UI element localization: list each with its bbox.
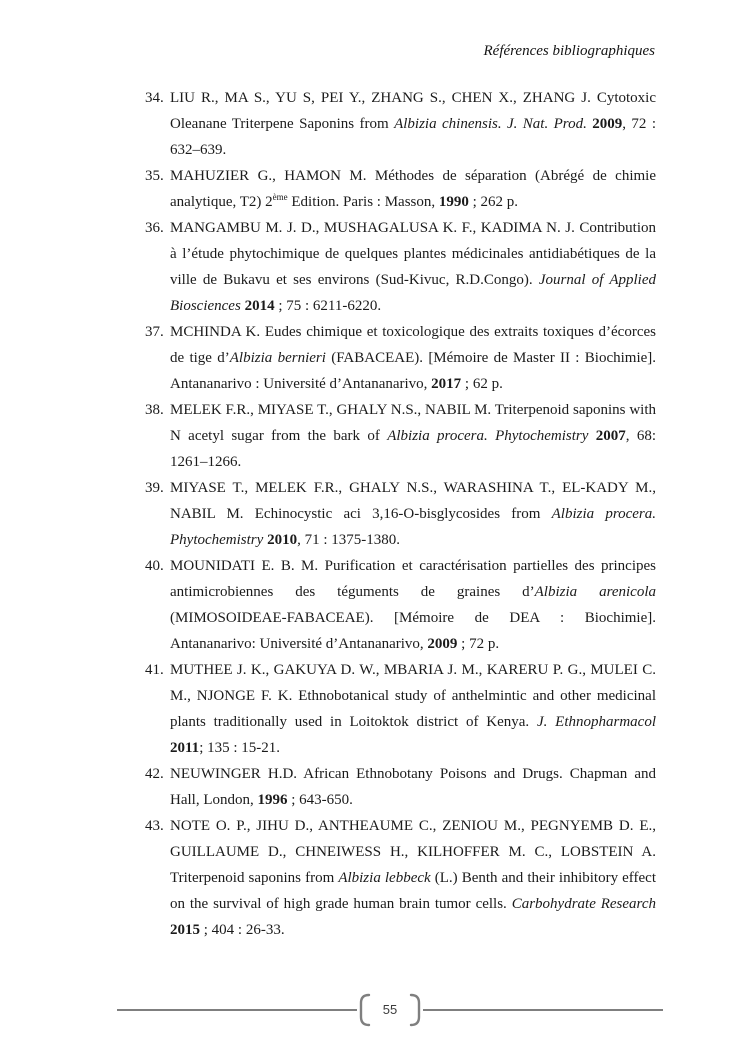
reference-text-segment: (MIMOSOIDEAE-FABACEAE). [Mémoire de DEA : Biochimie]. Antananarivo: Université d’Antananarivo,	[170, 610, 656, 652]
reference-entry	[145, 85, 656, 163]
reference-text-segment: 2014	[244, 298, 275, 314]
reference-text-segment: , 72 : 632–639.	[170, 116, 656, 158]
reference-number: 41.	[145, 662, 164, 678]
reference-text-segment: 2015	[170, 922, 200, 938]
reference-text-segment: ; 643-650.	[287, 792, 353, 808]
reference-text-segment: 2009	[427, 636, 458, 652]
reference-text-segment: J. Ethnopharmacol	[536, 714, 657, 730]
reference-number: 38.	[145, 402, 164, 418]
right-bracket-icon	[409, 992, 423, 1028]
reference-text-segment: ; 75 : 6211-6220.	[274, 298, 382, 314]
reference-text-segment: Carbohydrate Research	[511, 896, 656, 912]
reference-text-segment: 2007	[595, 428, 626, 444]
reference-text-segment: 1990	[438, 194, 469, 210]
reference-text-segment: , 68: 1261–1266.	[170, 428, 656, 470]
reference-text-segment: MCHINDA K. Eudes chimique et toxicologique des extraits toxiques d’écorces de tige d’	[170, 324, 656, 366]
reference-text-segment: MUTHEE J. K., GAKUYA D. W., MBARIA J. M., KARERU P. G., MULEI C. M., NJONGE F. K. Ethnobotanical study of anthelmintic and other medicinal plants traditionally used in Loitoktok district of Kenya.	[170, 662, 656, 730]
reference-text-segment: NEUWINGER H.D. African Ethnobotany Poisons and Drugs. Chapman and Hall, London,	[170, 766, 656, 808]
reference-number: 36.	[145, 220, 164, 236]
reference-text-segment: Albizia bernieri	[229, 350, 326, 366]
reference-text-segment: Journal of Applied Biosciences	[170, 272, 657, 314]
reference-text-segment: 2009	[592, 116, 623, 132]
reference-text-segment: MELEK F.R., MIYASE T., GHALY N.S., NABIL M. Triterpenoid saponins with N acetyl sugar from the bark of	[170, 402, 656, 444]
reference-text-segment: ; 404 : 26-33.	[200, 922, 285, 938]
reference-number: 35.	[145, 168, 164, 184]
reference-text-segment: Albizia arenicola	[534, 584, 656, 600]
reference-entry	[145, 475, 656, 553]
page-number: 55	[382, 1002, 398, 1017]
reference-number: 39.	[145, 480, 164, 496]
reference-text-segment: 2017	[431, 376, 462, 392]
reference-text-segment: ème	[272, 192, 288, 202]
reference-text-segment: ; 62 p.	[461, 376, 503, 392]
reference-number: 40.	[145, 558, 164, 574]
left-bracket-icon	[357, 992, 371, 1028]
reference-entry	[145, 319, 656, 397]
footer-rule-right	[423, 1009, 663, 1011]
reference-text-segment: MIYASE T., MELEK F.R., GHALY N.S., WARASHINA T., EL-KADY M., NABIL M. Echinocystic aci 3,16-O-bisglycosides from	[170, 480, 656, 522]
page-footer	[117, 991, 663, 1029]
reference-text-segment: (L.) Benth and their inhibitory effect on the survival of high grade human brain tumor cells.	[170, 870, 656, 912]
reference-entry	[145, 163, 656, 215]
reference-entry	[145, 813, 656, 943]
reference-text-segment: 1996	[257, 792, 288, 808]
reference-text-segment: Albizia lebbeck	[338, 870, 431, 886]
reference-entry	[145, 215, 656, 319]
reference-text-segment: Albizia procera. Phytochemistry	[170, 506, 656, 548]
reference-text-segment: MAHUZIER G., HAMON M. Méthodes de séparation (Abrégé de chimie analytique, T2) 2	[170, 168, 656, 210]
reference-entry	[145, 397, 656, 475]
references-list	[145, 85, 656, 943]
reference-number: 37.	[145, 324, 164, 340]
reference-entry	[145, 553, 656, 657]
reference-text-segment: MOUNIDATI E. B. M. Purification et caractérisation partielles des principes antimicrobiennes des téguments de graines d’	[170, 558, 656, 600]
reference-entry	[145, 657, 656, 761]
footer-rule-left	[117, 1009, 357, 1011]
reference-text-segment: MANGAMBU M. J. D., MUSHAGALUSA K. F., KADIMA N. J. Contribution à l’étude phytochimique de quelques plantes médicinales antidiabétiques de la ville de Bukavu et ses environs (Sud-Kivuc, R.D.Congo).	[170, 220, 656, 288]
reference-text-segment: LIU R., MA S., YU S, PEI Y., ZHANG S., CHEN X., ZHANG J. Cytotoxic Oleanane Triterpene Saponins from	[170, 90, 656, 132]
reference-text-segment: ; 262 p.	[468, 194, 519, 210]
reference-text-segment: ; 135 : 15-21.	[199, 740, 281, 756]
reference-text-segment: ; 72 p.	[457, 636, 500, 652]
reference-number: 42.	[145, 766, 164, 782]
running-header: Références bibliographiques	[483, 43, 655, 59]
reference-text-segment: 2011	[170, 740, 200, 756]
reference-text-segment: Edition. Paris : Masson,	[287, 194, 439, 210]
reference-text-segment: NOTE O. P., JIHU D., ANTHEAUME C., ZENIOU M., PEGNYEMB D. E., GUILLAUME D., CHNEIWESS H., KILHOFFER M. C., LOBSTEIN A. Triterpenoid saponins from	[170, 818, 656, 886]
reference-text-segment: Albizia procera. Phytochemistry	[387, 428, 596, 444]
reference-text-segment: 2010	[267, 532, 298, 548]
reference-text-segment: (FABACEAE). [Mémoire de Master II : Biochimie]. Antananarivo : Université d’Antananarivo,	[170, 350, 657, 392]
reference-text-segment: Albizia chinensis. J. Nat. Prod.	[394, 116, 593, 132]
reference-entry	[145, 761, 656, 813]
reference-number: 34.	[145, 90, 164, 106]
reference-number: 43.	[145, 818, 164, 834]
reference-text-segment: , 71 : 1375-1380.	[297, 532, 400, 548]
